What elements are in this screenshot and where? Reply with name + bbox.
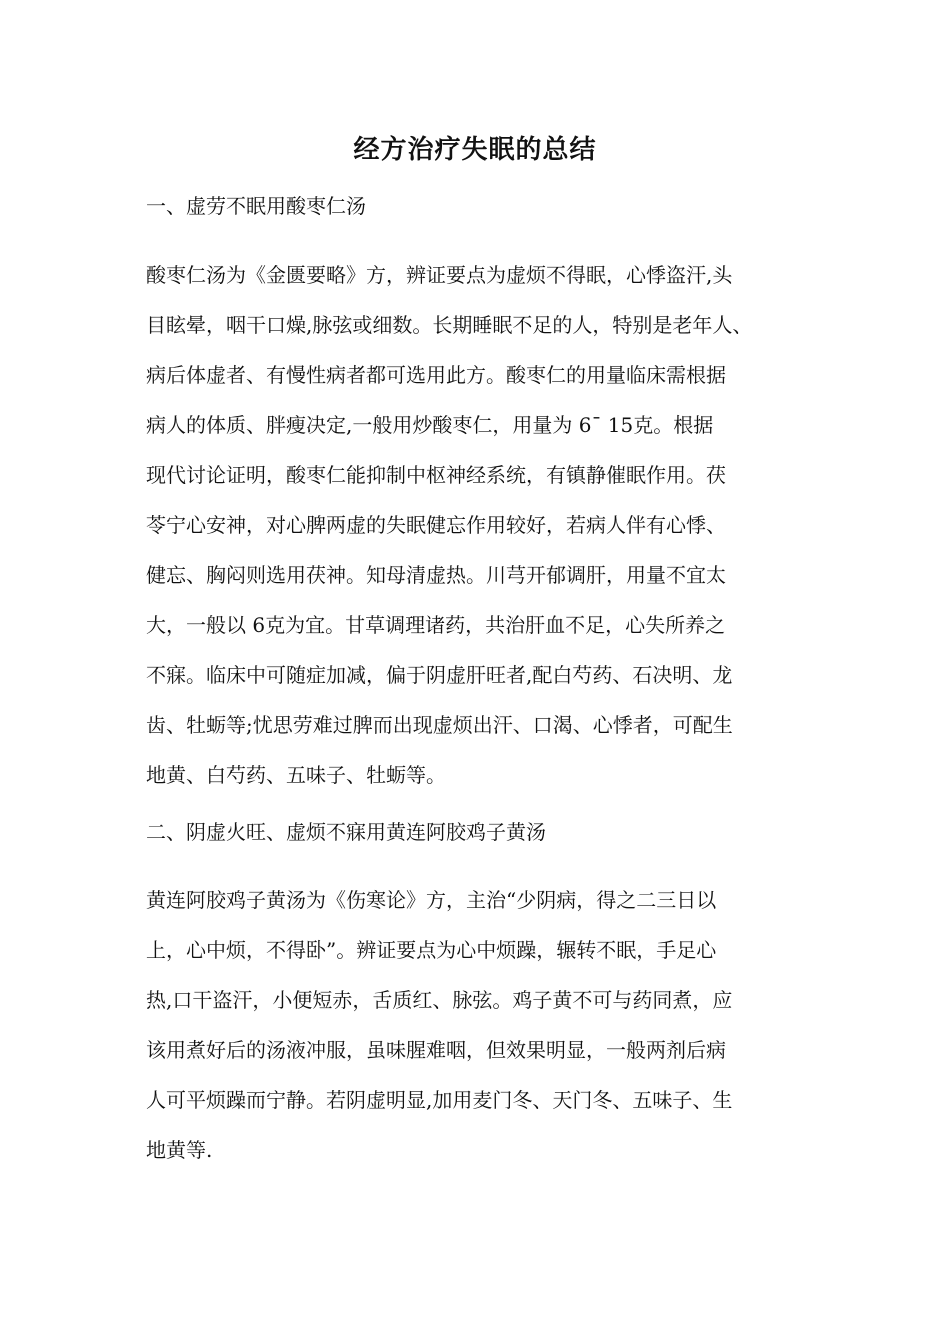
paragraph-line: 地黄等. — [146, 1138, 213, 1162]
section-heading-1: 一、虚劳不眠用酸枣仁汤 — [146, 194, 366, 218]
paragraph-line: 现代讨论证明，酸枣仁能抑制中枢神经系统，有镇静催眠作用。茯 — [146, 463, 726, 487]
section-paragraph-2 — [146, 875, 826, 1175]
paragraph-line: 黄连阿胶鸡子黄汤为《伤寒论》方，主治“少阴病，得之二三日以 — [146, 888, 717, 912]
paragraph-line: 不寐。临床中可随症加减，偏于阴虚肝旺者,配白芍药、石决明、龙 — [146, 663, 733, 687]
document-title: 经方治疗失眠的总结 — [353, 135, 597, 165]
paragraph-line: 病人的体质、胖瘦决定,一般用炒酸枣仁，用量为 6¯ 15克。根据 — [146, 413, 714, 437]
paragraph-line: 大，一般以 6克为宜。甘草调理诸药，共治肝血不足，心失所养之 — [146, 613, 726, 637]
section-paragraph-1 — [146, 250, 826, 800]
paragraph-line: 酸枣仁汤为《金匮要略》方，辨证要点为虚烦不得眠，心悸盗汗,头 — [146, 263, 733, 287]
paragraph-line: 上，心中烦，不得卧”。辨证要点为心中烦躁，辗转不眠，手足心 — [146, 938, 717, 962]
paragraph-line: 目眩晕，咽干口燥,脉弦或细数。长期睡眠不足的人，特别是老年人、 — [146, 313, 753, 337]
section-heading-2: 二、阴虚火旺、虚烦不寐用黄连阿胶鸡子黄汤 — [146, 820, 546, 844]
paragraph-line: 地黄、白芍药、五味子、牡蛎等。 — [146, 763, 446, 787]
paragraph-line: 热,口干盗汗，小便短赤，舌质红、脉弦。鸡子黄不可与药同煮，应 — [146, 988, 733, 1012]
paragraph-line: 齿、牡蛎等;忧思劳难过脾而出现虚烦出汗、口渴、心悸者，可配生 — [146, 713, 733, 737]
paragraph-line: 病后体虚者、有慢性病者都可选用此方。酸枣仁的用量临床需根据 — [146, 363, 726, 387]
paragraph-line: 健忘、胸闷则选用茯神。知母清虚热。川芎开郁调肝，用量不宜太 — [146, 563, 726, 587]
paragraph-line: 苓宁心安神，对心脾两虚的失眠健忘作用较好，若病人伴有心悸、 — [146, 513, 726, 537]
paragraph-line: 人可平烦躁而宁静。若阴虚明显,加用麦门冬、天门冬、五味子、生 — [146, 1088, 733, 1112]
paragraph-line: 该用煮好后的汤液冲服，虽味腥难咽，但效果明显，一般两剂后病 — [146, 1038, 726, 1062]
